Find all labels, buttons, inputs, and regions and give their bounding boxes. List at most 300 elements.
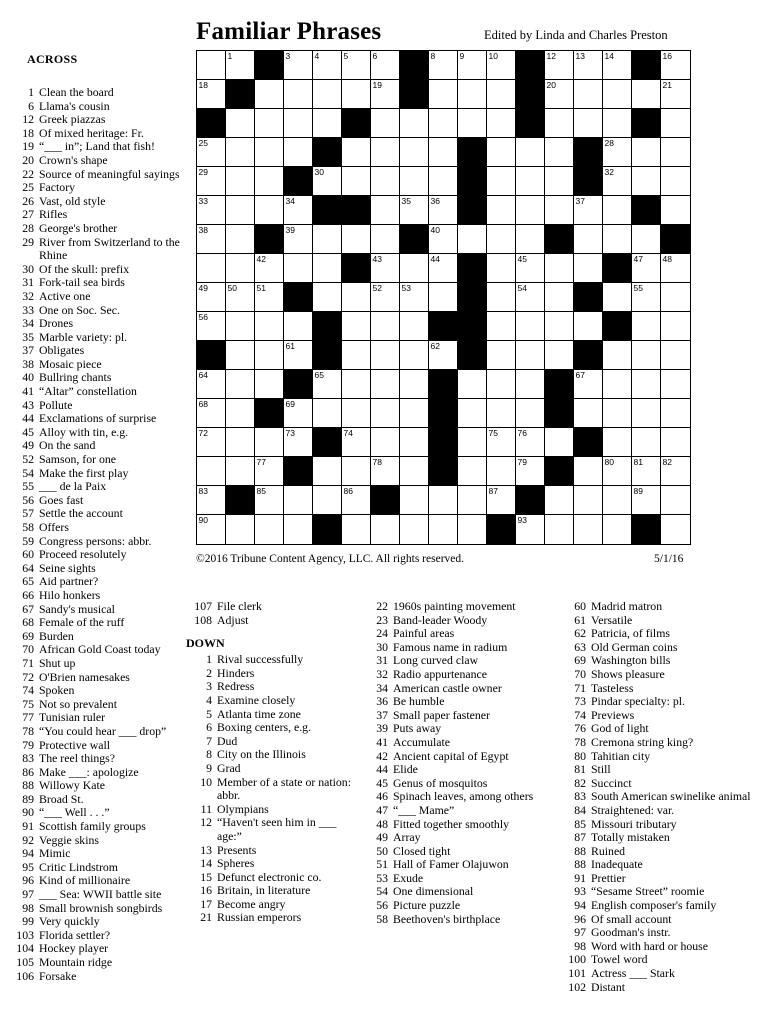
clue-item[interactable] [8, 657, 184, 671]
clue-item[interactable] [8, 276, 184, 290]
clue-item[interactable] [8, 630, 184, 644]
grid-cell[interactable] [342, 486, 371, 515]
grid-cell[interactable] [632, 370, 661, 399]
clue-item[interactable] [186, 735, 362, 749]
clue-item[interactable] [560, 858, 760, 872]
clue-item[interactable] [8, 752, 184, 766]
clue-item[interactable] [8, 861, 184, 875]
grid-cell[interactable] [255, 109, 284, 138]
grid-cell[interactable] [429, 515, 458, 544]
clue-item[interactable] [8, 507, 184, 521]
grid-cell[interactable] [284, 109, 313, 138]
clue-item[interactable] [186, 614, 362, 628]
grid-cell[interactable] [284, 138, 313, 167]
grid-cell[interactable] [429, 254, 458, 283]
clue-item[interactable] [8, 874, 184, 888]
grid-cell[interactable] [545, 167, 574, 196]
grid-cell[interactable] [284, 515, 313, 544]
grid-cell[interactable] [603, 196, 632, 225]
clue-item[interactable] [8, 575, 184, 589]
grid-cell[interactable] [371, 283, 400, 312]
grid-cell[interactable] [574, 109, 603, 138]
grid-cell[interactable] [255, 515, 284, 544]
grid-cell[interactable] [661, 457, 690, 486]
clue-item[interactable] [362, 885, 562, 899]
grid-cell[interactable] [429, 283, 458, 312]
grid-cell[interactable] [313, 167, 342, 196]
clue-item[interactable] [8, 820, 184, 834]
grid-cell[interactable] [545, 341, 574, 370]
grid-cell[interactable] [342, 51, 371, 80]
grid-cell[interactable] [342, 283, 371, 312]
grid-cell[interactable] [632, 254, 661, 283]
clue-item[interactable] [362, 763, 562, 777]
grid-cell[interactable] [516, 225, 545, 254]
grid-cell[interactable] [516, 196, 545, 225]
grid-cell[interactable] [429, 109, 458, 138]
grid-cell[interactable] [487, 196, 516, 225]
grid-cell[interactable] [371, 312, 400, 341]
grid-cell[interactable] [487, 486, 516, 515]
clue-item[interactable] [8, 643, 184, 657]
grid-cell[interactable] [371, 167, 400, 196]
clue-item[interactable] [8, 902, 184, 916]
grid-cell[interactable] [255, 428, 284, 457]
clue-item[interactable] [186, 871, 362, 885]
grid-cell[interactable] [197, 254, 226, 283]
clue-item[interactable] [362, 872, 562, 886]
grid-cell[interactable] [632, 138, 661, 167]
grid-cell[interactable] [661, 283, 690, 312]
grid-cell[interactable] [197, 80, 226, 109]
clue-item[interactable] [8, 208, 184, 222]
grid-cell[interactable] [632, 225, 661, 254]
grid-cell[interactable] [603, 283, 632, 312]
clue-item[interactable] [362, 750, 562, 764]
clue-item[interactable] [8, 956, 184, 970]
grid-cell[interactable] [371, 370, 400, 399]
clue-item[interactable] [8, 671, 184, 685]
clue-item[interactable] [8, 317, 184, 331]
grid-cell[interactable] [429, 138, 458, 167]
grid-cell[interactable] [487, 254, 516, 283]
clue-item[interactable] [362, 858, 562, 872]
grid-cell[interactable] [458, 486, 487, 515]
grid-cell[interactable] [574, 399, 603, 428]
clue-item[interactable] [560, 967, 760, 981]
clue-item[interactable] [362, 695, 562, 709]
clue-item[interactable] [186, 898, 362, 912]
clue-item[interactable] [8, 304, 184, 318]
grid-cell[interactable] [284, 341, 313, 370]
grid-cell[interactable] [255, 312, 284, 341]
grid-cell[interactable] [255, 138, 284, 167]
grid-cell[interactable] [632, 428, 661, 457]
grid-cell[interactable] [197, 370, 226, 399]
clue-item[interactable] [8, 535, 184, 549]
clue-item[interactable] [560, 627, 760, 641]
grid-cell[interactable] [342, 167, 371, 196]
grid-cell[interactable] [545, 138, 574, 167]
clue-item[interactable] [8, 779, 184, 793]
grid-cell[interactable] [458, 370, 487, 399]
clue-item[interactable] [560, 695, 760, 709]
grid-cell[interactable] [342, 80, 371, 109]
grid-cell[interactable] [661, 138, 690, 167]
clue-item[interactable] [8, 494, 184, 508]
grid-cell[interactable] [255, 457, 284, 486]
grid-cell[interactable] [313, 370, 342, 399]
clue-item[interactable] [362, 818, 562, 832]
grid-cell[interactable] [371, 225, 400, 254]
grid-cell[interactable] [313, 399, 342, 428]
grid-cell[interactable] [661, 254, 690, 283]
grid-cell[interactable] [371, 515, 400, 544]
grid-cell[interactable] [661, 486, 690, 515]
grid-cell[interactable] [545, 109, 574, 138]
grid-cell[interactable] [632, 399, 661, 428]
clue-item[interactable] [362, 804, 562, 818]
grid-cell[interactable] [342, 341, 371, 370]
clue-item[interactable] [186, 680, 362, 694]
grid-cell[interactable] [458, 515, 487, 544]
grid-cell[interactable] [400, 341, 429, 370]
grid-cell[interactable] [400, 167, 429, 196]
grid-cell[interactable] [255, 196, 284, 225]
grid-cell[interactable] [226, 399, 255, 428]
clue-item[interactable] [8, 616, 184, 630]
clue-item[interactable] [186, 844, 362, 858]
clue-item[interactable] [8, 127, 184, 141]
clue-item[interactable] [8, 263, 184, 277]
grid-cell[interactable] [632, 457, 661, 486]
grid-cell[interactable] [574, 515, 603, 544]
grid-cell[interactable] [661, 341, 690, 370]
grid-cell[interactable] [574, 51, 603, 80]
grid-cell[interactable] [400, 254, 429, 283]
clue-item[interactable] [560, 614, 760, 628]
grid-cell[interactable] [545, 51, 574, 80]
grid-cell[interactable] [574, 370, 603, 399]
clue-item[interactable] [8, 86, 184, 100]
grid-cell[interactable] [516, 399, 545, 428]
grid-cell[interactable] [313, 51, 342, 80]
grid-cell[interactable] [574, 254, 603, 283]
grid-cell[interactable] [429, 167, 458, 196]
grid-cell[interactable] [487, 399, 516, 428]
clue-item[interactable] [8, 603, 184, 617]
grid-cell[interactable] [197, 51, 226, 80]
grid-cell[interactable] [603, 457, 632, 486]
clue-item[interactable] [186, 600, 362, 614]
grid-cell[interactable] [226, 109, 255, 138]
grid-cell[interactable] [400, 138, 429, 167]
clue-item[interactable] [560, 709, 760, 723]
grid-cell[interactable] [487, 225, 516, 254]
grid-cell[interactable] [574, 486, 603, 515]
grid-cell[interactable] [226, 428, 255, 457]
clue-item[interactable] [362, 899, 562, 913]
grid-cell[interactable] [313, 80, 342, 109]
grid-cell[interactable] [603, 399, 632, 428]
clue-item[interactable] [362, 777, 562, 791]
clue-item[interactable] [8, 222, 184, 236]
grid-cell[interactable] [603, 138, 632, 167]
grid-cell[interactable] [661, 196, 690, 225]
grid-cell[interactable] [313, 283, 342, 312]
clue-item[interactable] [560, 722, 760, 736]
grid-cell[interactable] [342, 225, 371, 254]
grid-cell[interactable] [284, 196, 313, 225]
clue-item[interactable] [8, 385, 184, 399]
clue-item[interactable] [8, 684, 184, 698]
grid-cell[interactable] [197, 283, 226, 312]
grid-cell[interactable] [603, 515, 632, 544]
grid-cell[interactable] [487, 138, 516, 167]
grid-cell[interactable] [400, 109, 429, 138]
clue-item[interactable] [362, 736, 562, 750]
grid-cell[interactable] [400, 283, 429, 312]
grid-cell[interactable] [284, 80, 313, 109]
clue-item[interactable] [560, 750, 760, 764]
grid-cell[interactable] [458, 51, 487, 80]
grid-cell[interactable] [226, 341, 255, 370]
grid-cell[interactable] [603, 341, 632, 370]
grid-cell[interactable] [487, 370, 516, 399]
clue-item[interactable] [8, 154, 184, 168]
clue-item[interactable] [186, 857, 362, 871]
grid-cell[interactable] [226, 515, 255, 544]
grid-cell[interactable] [371, 138, 400, 167]
grid-cell[interactable] [574, 196, 603, 225]
grid-cell[interactable] [458, 399, 487, 428]
grid-cell[interactable] [632, 341, 661, 370]
clue-item[interactable] [8, 739, 184, 753]
clue-item[interactable] [186, 694, 362, 708]
grid-cell[interactable] [313, 109, 342, 138]
clue-item[interactable] [560, 763, 760, 777]
grid-cell[interactable] [429, 80, 458, 109]
clue-item[interactable] [560, 682, 760, 696]
clue-item[interactable] [8, 113, 184, 127]
grid-cell[interactable] [632, 486, 661, 515]
clue-item[interactable] [560, 668, 760, 682]
clue-item[interactable] [8, 480, 184, 494]
grid-cell[interactable] [371, 196, 400, 225]
grid-cell[interactable] [371, 51, 400, 80]
grid-cell[interactable] [545, 254, 574, 283]
grid-cell[interactable] [226, 312, 255, 341]
grid-cell[interactable] [661, 51, 690, 80]
clue-item[interactable] [362, 709, 562, 723]
grid-cell[interactable] [400, 196, 429, 225]
grid-cell[interactable] [516, 515, 545, 544]
grid-cell[interactable] [400, 515, 429, 544]
grid-cell[interactable] [197, 138, 226, 167]
clue-item[interactable] [186, 911, 362, 925]
clue-item[interactable] [560, 831, 760, 845]
crossword-grid[interactable] [196, 50, 691, 545]
grid-cell[interactable] [516, 312, 545, 341]
clue-item[interactable] [8, 929, 184, 943]
clue-item[interactable] [560, 790, 760, 804]
grid-cell[interactable] [574, 80, 603, 109]
clue-item[interactable] [560, 641, 760, 655]
clue-item[interactable] [560, 845, 760, 859]
clue-item[interactable] [8, 915, 184, 929]
clue-item[interactable] [560, 777, 760, 791]
clue-item[interactable] [8, 371, 184, 385]
grid-cell[interactable] [516, 341, 545, 370]
grid-cell[interactable] [371, 254, 400, 283]
grid-cell[interactable] [603, 486, 632, 515]
clue-item[interactable] [560, 953, 760, 967]
grid-cell[interactable] [661, 428, 690, 457]
clue-item[interactable] [8, 725, 184, 739]
grid-cell[interactable] [545, 312, 574, 341]
clue-item[interactable] [8, 290, 184, 304]
grid-cell[interactable] [661, 515, 690, 544]
clue-item[interactable] [8, 100, 184, 114]
grid-cell[interactable] [632, 283, 661, 312]
clue-item[interactable] [8, 888, 184, 902]
grid-cell[interactable] [197, 196, 226, 225]
grid-cell[interactable] [603, 225, 632, 254]
clue-item[interactable] [362, 722, 562, 736]
grid-cell[interactable] [516, 167, 545, 196]
grid-cell[interactable] [371, 428, 400, 457]
clue-item[interactable] [8, 331, 184, 345]
clue-item[interactable] [8, 847, 184, 861]
clue-item[interactable] [8, 344, 184, 358]
grid-cell[interactable] [603, 428, 632, 457]
clue-item[interactable] [560, 926, 760, 940]
clue-item[interactable] [8, 711, 184, 725]
grid-cell[interactable] [400, 457, 429, 486]
grid-cell[interactable] [400, 312, 429, 341]
grid-cell[interactable] [429, 341, 458, 370]
grid-cell[interactable] [371, 341, 400, 370]
clue-item[interactable] [362, 614, 562, 628]
grid-cell[interactable] [661, 80, 690, 109]
grid-cell[interactable] [226, 370, 255, 399]
clue-item[interactable] [186, 803, 362, 817]
clue-item[interactable] [8, 589, 184, 603]
grid-cell[interactable] [313, 254, 342, 283]
grid-cell[interactable] [429, 486, 458, 515]
grid-cell[interactable] [284, 486, 313, 515]
grid-cell[interactable] [487, 80, 516, 109]
grid-cell[interactable] [226, 225, 255, 254]
clue-item[interactable] [186, 776, 362, 803]
clue-item[interactable] [186, 816, 362, 843]
grid-cell[interactable] [487, 283, 516, 312]
clue-item[interactable] [8, 358, 184, 372]
grid-cell[interactable] [545, 515, 574, 544]
clue-item[interactable] [186, 708, 362, 722]
grid-cell[interactable] [400, 428, 429, 457]
clue-item[interactable] [186, 667, 362, 681]
grid-cell[interactable] [255, 486, 284, 515]
grid-cell[interactable] [255, 254, 284, 283]
grid-cell[interactable] [603, 51, 632, 80]
grid-cell[interactable] [661, 370, 690, 399]
clue-item[interactable] [8, 970, 184, 984]
clue-item[interactable] [362, 627, 562, 641]
grid-cell[interactable] [632, 167, 661, 196]
grid-cell[interactable] [197, 225, 226, 254]
clue-item[interactable] [362, 913, 562, 927]
clue-item[interactable] [8, 548, 184, 562]
grid-cell[interactable] [342, 457, 371, 486]
grid-cell[interactable] [487, 109, 516, 138]
grid-cell[interactable] [400, 370, 429, 399]
clue-item[interactable] [186, 721, 362, 735]
grid-cell[interactable] [197, 486, 226, 515]
grid-cell[interactable] [284, 399, 313, 428]
grid-cell[interactable] [487, 312, 516, 341]
clue-item[interactable] [8, 399, 184, 413]
grid-cell[interactable] [516, 370, 545, 399]
grid-cell[interactable] [545, 486, 574, 515]
grid-cell[interactable] [284, 312, 313, 341]
clue-item[interactable] [362, 845, 562, 859]
clue-item[interactable] [560, 818, 760, 832]
grid-cell[interactable] [197, 167, 226, 196]
clue-item[interactable] [362, 600, 562, 614]
clue-item[interactable] [560, 736, 760, 750]
clue-item[interactable] [8, 195, 184, 209]
grid-cell[interactable] [255, 80, 284, 109]
grid-cell[interactable] [197, 428, 226, 457]
grid-cell[interactable] [342, 515, 371, 544]
grid-cell[interactable] [400, 486, 429, 515]
clue-item[interactable] [8, 412, 184, 426]
grid-cell[interactable] [516, 254, 545, 283]
clue-item[interactable] [186, 884, 362, 898]
grid-cell[interactable] [226, 138, 255, 167]
grid-cell[interactable] [545, 428, 574, 457]
grid-cell[interactable] [458, 109, 487, 138]
grid-cell[interactable] [603, 80, 632, 109]
clue-item[interactable] [560, 872, 760, 886]
grid-cell[interactable] [342, 370, 371, 399]
grid-cell[interactable] [226, 167, 255, 196]
grid-cell[interactable] [458, 80, 487, 109]
grid-cell[interactable] [284, 51, 313, 80]
grid-cell[interactable] [255, 167, 284, 196]
grid-cell[interactable] [487, 428, 516, 457]
grid-cell[interactable] [284, 254, 313, 283]
clue-item[interactable] [8, 467, 184, 481]
grid-cell[interactable] [603, 370, 632, 399]
clue-item[interactable] [560, 899, 760, 913]
grid-cell[interactable] [458, 225, 487, 254]
grid-cell[interactable] [545, 80, 574, 109]
clue-item[interactable] [8, 834, 184, 848]
clue-item[interactable] [560, 654, 760, 668]
grid-cell[interactable] [226, 457, 255, 486]
grid-cell[interactable] [197, 457, 226, 486]
grid-cell[interactable] [429, 196, 458, 225]
grid-cell[interactable] [661, 109, 690, 138]
clue-item[interactable] [8, 453, 184, 467]
clue-item[interactable] [186, 762, 362, 776]
clue-item[interactable] [362, 668, 562, 682]
grid-cell[interactable] [226, 196, 255, 225]
grid-cell[interactable] [197, 312, 226, 341]
grid-cell[interactable] [313, 486, 342, 515]
